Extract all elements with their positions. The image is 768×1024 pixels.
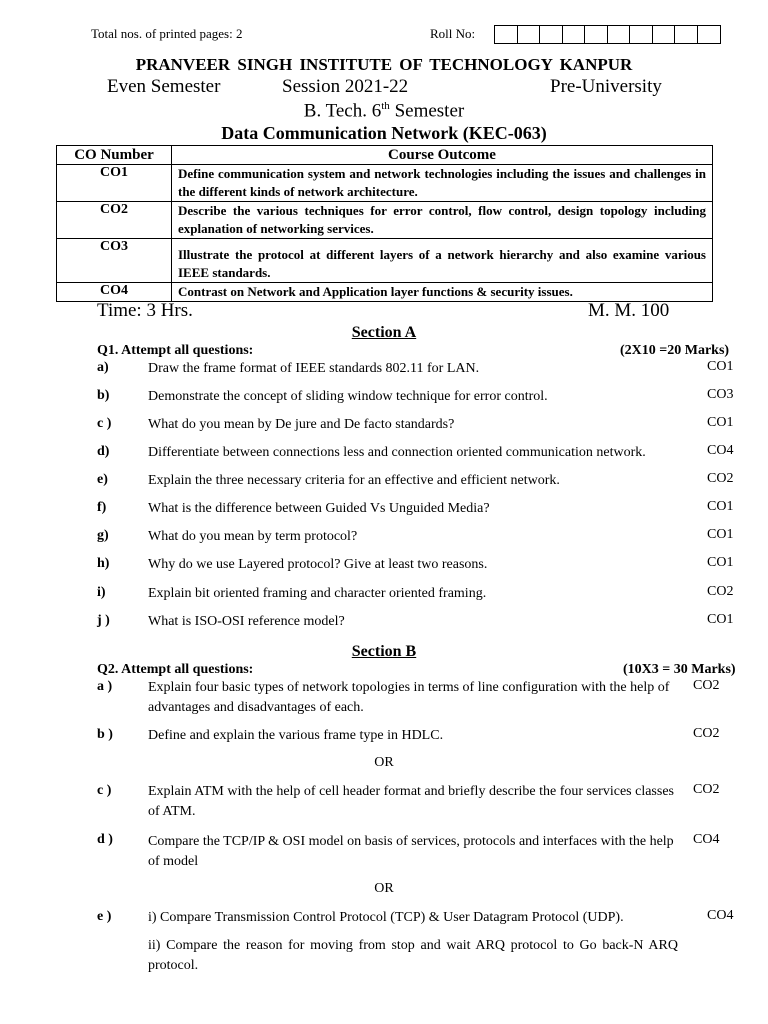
question-text: What do you mean by De jure and De facto standards? bbox=[148, 417, 455, 432]
program bbox=[0, 100, 768, 122]
question-co: CO3 bbox=[707, 387, 734, 402]
question-text: Explain the three necessary criteria for an effective and efficient network. bbox=[148, 473, 560, 488]
col-course-outcome: Course Outcome bbox=[172, 146, 713, 165]
question-label: c ) bbox=[97, 783, 112, 798]
institute-name: PRANVEER SINGH INSTITUTE OF TECHNOLOGY KANPUR bbox=[135, 55, 633, 74]
question-text: Why do we use Layered protocol? Give at least two reasons. bbox=[148, 557, 488, 572]
question-text: Explain ATM with the help of cell header format and briefly describe the four services classes of ATM. bbox=[148, 784, 674, 819]
question-text: Define and explain the various frame type in HDLC. bbox=[148, 728, 444, 743]
session: Session 2021-22 bbox=[282, 76, 409, 97]
or-separator: OR bbox=[374, 755, 394, 770]
roll-no-box[interactable] bbox=[653, 26, 676, 43]
question-text-part2: ii) Compare the reason for moving from stop and wait ARQ protocol to Go back-N ARQ protocol. bbox=[148, 938, 678, 973]
question-label: d ) bbox=[97, 832, 113, 847]
section-b-instruction: Q2. Attempt all questions: bbox=[97, 662, 254, 677]
roll-no-box[interactable] bbox=[585, 26, 608, 43]
co-number-cell: CO4 bbox=[57, 283, 172, 302]
question-co: CO1 bbox=[707, 359, 734, 374]
exam-time: Time: 3 Hrs. bbox=[97, 300, 193, 321]
table-row bbox=[57, 283, 713, 302]
co-number-cell: CO2 bbox=[57, 202, 172, 239]
section-a-title: Section A bbox=[351, 324, 417, 341]
table-row bbox=[57, 239, 713, 283]
question-co: CO1 bbox=[707, 415, 734, 430]
question-text: What do you mean by term protocol? bbox=[148, 529, 358, 544]
roll-no-label: Roll No: bbox=[430, 26, 476, 41]
question-text: Demonstrate the concept of sliding window technique for error control. bbox=[148, 389, 548, 404]
question-text: Compare the TCP/IP & OSI model on basis of services, protocols and interfaces with the help of model bbox=[148, 834, 674, 869]
course-title: Data Communication Network (KEC-063) bbox=[221, 123, 547, 143]
program-prefix: B. Tech. 6 bbox=[303, 100, 382, 122]
question-label: e ) bbox=[97, 909, 112, 924]
question-co: CO4 bbox=[707, 908, 734, 923]
roll-no-box[interactable] bbox=[630, 26, 653, 43]
section-a-instruction: Q1. Attempt all questions: bbox=[97, 343, 254, 358]
question-text: Draw the frame format of IEEE standards 802.11 for LAN. bbox=[148, 361, 480, 376]
question-label: h) bbox=[97, 556, 110, 571]
or-separator: OR bbox=[374, 881, 394, 896]
question-text: Explain four basic types of network topologies in terms of line configuration with the help of advantages and disadvantages of each. bbox=[148, 680, 670, 715]
question-label: g) bbox=[97, 528, 109, 543]
question-text: What is the difference between Guided Vs Unguided Media? bbox=[148, 501, 490, 516]
table-row bbox=[57, 202, 713, 239]
question-label: a ) bbox=[97, 679, 113, 694]
table-row bbox=[57, 165, 713, 202]
program-sup: th bbox=[381, 100, 390, 112]
roll-no-box[interactable] bbox=[495, 26, 518, 43]
question-co: CO1 bbox=[707, 612, 734, 627]
co-outcome-cell: Contrast on Network and Application layer functions & security issues. bbox=[172, 283, 713, 302]
question-label: j ) bbox=[97, 613, 110, 628]
question-co: CO2 bbox=[693, 726, 720, 741]
roll-no-box[interactable] bbox=[608, 26, 631, 43]
roll-no-boxes[interactable] bbox=[494, 25, 721, 44]
question-co: CO2 bbox=[707, 471, 734, 486]
question-label: f) bbox=[97, 500, 107, 515]
co-number-cell: CO1 bbox=[57, 165, 172, 202]
co-outcome-cell: Define communication system and network technologies including the issues and challenges in the different kinds of network architecture. bbox=[172, 165, 713, 202]
roll-no-box[interactable] bbox=[675, 26, 698, 43]
col-co-number: CO Number bbox=[57, 146, 172, 165]
question-text: i) Compare Transmission Control Protocol (TCP) & User Datagram Protocol (UDP). bbox=[148, 910, 624, 925]
question-co: CO1 bbox=[707, 527, 734, 542]
question-text: Differentiate between connections less and connection oriented communication network. bbox=[148, 445, 646, 460]
question-co: CO4 bbox=[707, 443, 734, 458]
roll-no-box[interactable] bbox=[518, 26, 541, 43]
question-label: e) bbox=[97, 472, 108, 487]
program-suffix: Semester bbox=[389, 100, 465, 122]
question-label: b) bbox=[97, 388, 110, 403]
question-co: CO2 bbox=[693, 782, 720, 797]
co-outcome-cell: Illustrate the protocol at different layers of a network hierarchy and also examine various IEEE standards. bbox=[172, 239, 713, 283]
table-header-row bbox=[57, 146, 713, 165]
question-label: i) bbox=[97, 585, 106, 600]
section-a-marks: (2X10 =20 Marks) bbox=[620, 343, 730, 358]
co-outcome-cell: Describe the various techniques for error control, flow control, design topology including explanation of networking services. bbox=[172, 202, 713, 239]
co-number-cell: CO3 bbox=[57, 239, 172, 283]
question-label: a) bbox=[97, 360, 109, 375]
question-label: b ) bbox=[97, 727, 113, 742]
question-text: Explain bit oriented framing and character oriented framing. bbox=[148, 586, 487, 601]
question-co: CO1 bbox=[707, 499, 734, 514]
roll-no-box[interactable] bbox=[563, 26, 586, 43]
question-text: What is ISO-OSI reference model? bbox=[148, 614, 345, 629]
section-b-title: Section B bbox=[351, 643, 417, 660]
question-co: CO4 bbox=[693, 832, 720, 847]
question-co: CO2 bbox=[707, 584, 734, 599]
max-marks: M. M. 100 bbox=[588, 300, 670, 321]
section-b-marks: (10X3 = 30 Marks) bbox=[623, 662, 736, 677]
printed-pages: Total nos. of printed pages: 2 bbox=[91, 26, 243, 41]
semester-type: Even Semester bbox=[107, 76, 221, 97]
roll-no-box[interactable] bbox=[698, 26, 721, 43]
question-label: d) bbox=[97, 444, 110, 459]
question-co: CO2 bbox=[693, 678, 720, 693]
exam-type: Pre-University bbox=[550, 76, 662, 97]
roll-no-box[interactable] bbox=[540, 26, 563, 43]
question-label: c ) bbox=[97, 416, 112, 431]
question-co: CO1 bbox=[707, 555, 734, 570]
course-outcome-table bbox=[56, 145, 713, 302]
